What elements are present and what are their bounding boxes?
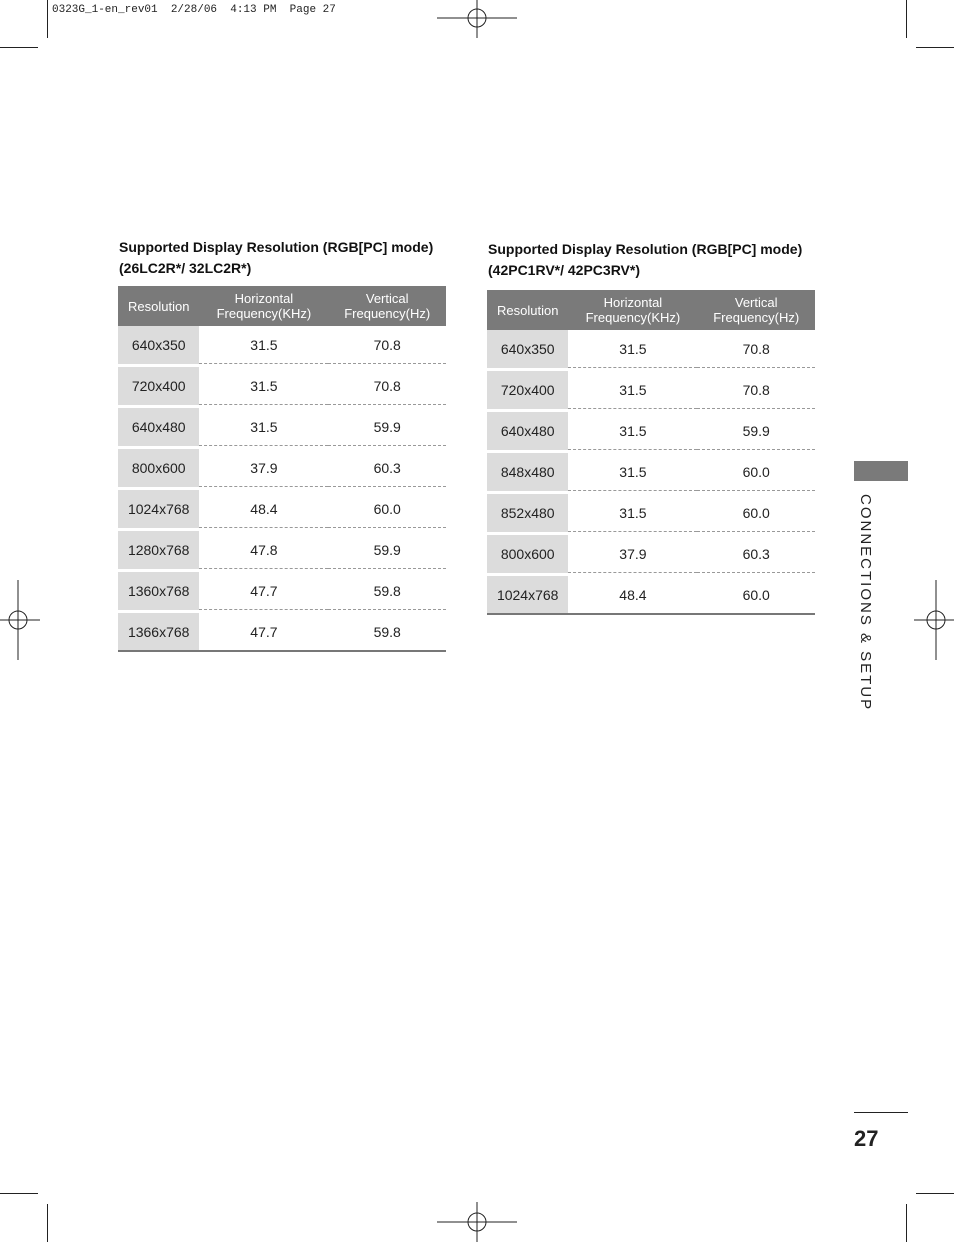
crop-mark [906, 1204, 907, 1242]
section-tab [854, 461, 908, 481]
cell-resolution: 640x480 [118, 408, 199, 446]
table-row [118, 572, 446, 610]
cell-horizontal-frequency: 37.9 [568, 535, 697, 573]
cell-vertical-frequency: 60.0 [697, 494, 815, 532]
cell-horizontal-frequency: 31.5 [199, 408, 328, 446]
table-row [118, 613, 446, 651]
table-row [118, 490, 446, 528]
cell-horizontal-frequency: 31.5 [199, 367, 328, 405]
table-model-line: (42PC1RV*/ 42PC3RV*) [488, 262, 641, 278]
cell-resolution: 800x600 [487, 535, 568, 573]
table-row [487, 453, 815, 491]
crop-mark [916, 47, 954, 48]
cell-resolution: 640x480 [487, 412, 568, 450]
column-header-vertical: Vertical Frequency(Hz) [328, 286, 446, 326]
resolution-table [118, 286, 446, 652]
table-title [119, 237, 433, 279]
cell-resolution: 1360x768 [118, 572, 199, 610]
cell-vertical-frequency: 59.9 [328, 531, 446, 569]
cell-resolution: 1024x768 [118, 490, 199, 528]
cell-horizontal-frequency: 31.5 [568, 330, 697, 368]
crop-mark [47, 0, 48, 38]
cell-vertical-frequency: 60.3 [328, 449, 446, 487]
page-number: 27 [854, 1126, 879, 1151]
cell-horizontal-frequency: 31.5 [199, 326, 328, 364]
cell-resolution: 1366x768 [118, 613, 199, 651]
cell-horizontal-frequency: 31.5 [568, 494, 697, 532]
cell-vertical-frequency: 60.0 [697, 576, 815, 614]
cell-resolution: 720x400 [118, 367, 199, 405]
crop-mark [0, 1193, 38, 1194]
cell-horizontal-frequency: 31.5 [568, 453, 697, 491]
table-body [487, 330, 815, 614]
divider [854, 1112, 908, 1113]
section-label: CONNECTIONS & SETUP [857, 494, 874, 712]
table-row [487, 371, 815, 409]
cell-vertical-frequency: 70.8 [328, 367, 446, 405]
table-row [118, 367, 446, 405]
cell-resolution: 640x350 [487, 330, 568, 368]
crop-mark [916, 1193, 954, 1194]
cell-resolution: 1280x768 [118, 531, 199, 569]
cell-vertical-frequency: 60.0 [697, 453, 815, 491]
crop-mark [0, 47, 38, 48]
cell-vertical-frequency: 60.3 [697, 535, 815, 573]
cell-horizontal-frequency: 47.7 [199, 572, 328, 610]
column-header-resolution: Resolution [487, 290, 568, 330]
table-title [488, 239, 802, 281]
cell-vertical-frequency: 59.8 [328, 613, 446, 651]
registration-mark-icon [914, 580, 954, 660]
column-header-vertical: Vertical Frequency(Hz) [697, 290, 815, 330]
cell-resolution: 800x600 [118, 449, 199, 487]
cell-vertical-frequency: 70.8 [697, 371, 815, 409]
cell-horizontal-frequency: 47.7 [199, 613, 328, 651]
table-row [118, 531, 446, 569]
table-row [118, 326, 446, 364]
table-row [118, 449, 446, 487]
cell-vertical-frequency: 70.8 [697, 330, 815, 368]
cell-horizontal-frequency: 47.8 [199, 531, 328, 569]
table-row [487, 576, 815, 614]
table-body [118, 326, 446, 651]
cell-resolution: 852x480 [487, 494, 568, 532]
resolution-table [487, 290, 815, 615]
print-slug: 0323G_1-en_rev01 2/28/06 4:13 PM Page 27 [52, 4, 336, 16]
crop-mark [47, 1204, 48, 1242]
cell-resolution: 848x480 [487, 453, 568, 491]
table-row [487, 412, 815, 450]
cell-resolution: 640x350 [118, 326, 199, 364]
registration-mark-icon [0, 580, 40, 660]
cell-vertical-frequency: 59.9 [328, 408, 446, 446]
cell-resolution: 720x400 [487, 371, 568, 409]
cell-horizontal-frequency: 31.5 [568, 371, 697, 409]
table-row [118, 408, 446, 446]
table-model-line: (26LC2R*/ 32LC2R*) [119, 260, 252, 276]
cell-vertical-frequency: 60.0 [328, 490, 446, 528]
cell-resolution: 1024x768 [487, 576, 568, 614]
cell-horizontal-frequency: 37.9 [199, 449, 328, 487]
cell-vertical-frequency: 70.8 [328, 326, 446, 364]
column-header-resolution: Resolution [118, 286, 199, 326]
table-row [487, 494, 815, 532]
table-row [487, 535, 815, 573]
registration-mark-icon [437, 0, 517, 40]
table-row [487, 330, 815, 368]
table-title-line: Supported Display Resolution (RGB[PC] mode) [488, 241, 803, 257]
cell-horizontal-frequency: 31.5 [568, 412, 697, 450]
cell-vertical-frequency: 59.9 [697, 412, 815, 450]
column-header-horizontal: Horizontal Frequency(KHz) [199, 286, 328, 326]
crop-mark [906, 0, 907, 38]
registration-mark-icon [437, 1202, 517, 1242]
cell-horizontal-frequency: 48.4 [568, 576, 697, 614]
column-header-horizontal: Horizontal Frequency(KHz) [568, 290, 697, 330]
table-title-line: Supported Display Resolution (RGB[PC] mode) [119, 239, 434, 255]
cell-horizontal-frequency: 48.4 [199, 490, 328, 528]
cell-vertical-frequency: 59.8 [328, 572, 446, 610]
